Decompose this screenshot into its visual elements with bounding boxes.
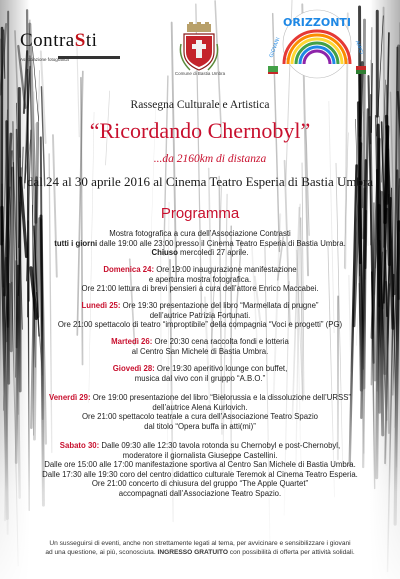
svg-text:GIOVANI: GIOVANI bbox=[268, 36, 282, 59]
venerdi-line-4: dal titolo “Opera buffa in atti(mi)” bbox=[144, 421, 256, 431]
svg-text:AMICI: AMICI bbox=[353, 39, 365, 56]
venerdi-line-1: Venerdì 29: Ore 19:00 presentazione del libro “Bielorussia e la dissoluzione dell’URSS” bbox=[48, 393, 352, 402]
domenica-line-3: Ore 21:00 lettura di brevi pensieri a cura dell’attore Enrico Maccabei. bbox=[81, 284, 319, 294]
mostra-line-3: Chiuso mercoledì 27 aprile. bbox=[151, 248, 249, 258]
footer-line-1: Un susseguirsi di eventi, anche non strettamente legati al tema, per avvicinare e sensibilizzare i giovani bbox=[49, 540, 351, 547]
domenica-line-1: Domenica 24: Ore 19:00 inaugurazione manifestazione bbox=[103, 265, 297, 274]
footer-line-2: ad una questione, ai più, sconosciuta. INGRESSO GRATUITO con possibilità di offerta per attività solidali. bbox=[45, 549, 355, 556]
programma-heading: Programma bbox=[160, 205, 240, 222]
lunedi-line-1: Lunedì 25: Ore 19:30 presentazione del libro “Marmellata di prugne” bbox=[81, 301, 319, 310]
event-dates: dal 24 al 30 aprile 2016 al Cinema Teatro Esperia di Bastia Umbra bbox=[26, 174, 374, 189]
martedi-line-1: Martedì 26: Ore 20:30 cena raccolta fondi e lotteria bbox=[111, 337, 289, 346]
giovedi-line-1: Giovedì 28: Ore 19:30 aperitivo lounge con buffet, bbox=[112, 364, 288, 373]
event-title: “Ricordando Chernobyl” bbox=[89, 118, 311, 143]
sabato-line-4: Dalle 17:30 alle 19:30 coro del centro didattico culturale Teremok al Cinema Teatro Esperia. bbox=[42, 469, 358, 479]
giovedi-line-2: musica dal vivo con il gruppo “A.B.O.” bbox=[134, 373, 266, 383]
rassegna-heading: Rassegna Culturale e Artistica bbox=[130, 99, 270, 111]
mostra-line-1: Mostra fotografica a cura dell’Associazione Contrasti bbox=[109, 229, 291, 238]
sabato-line-5: Ore 21:00 concerto di chiusura del gruppo “The Apple Quartet” bbox=[91, 479, 309, 489]
orizzonti-logo bbox=[262, 6, 372, 86]
domenica-line-2: e apertura mostra fotografica. bbox=[148, 274, 252, 284]
contrasti-subtitle: Associazione fotografica bbox=[20, 57, 69, 62]
comune-caption: Comune di Bastia Umbra bbox=[174, 71, 226, 76]
sabato-line-1: Sabato 30: Dalle 09:30 alle 12:30 tavola rotonda su Chernobyl e post-Chernobyl, bbox=[59, 441, 341, 450]
contrasti-wordmark: ContraSti bbox=[20, 30, 98, 51]
venerdi-line-2: dell’autrice Alena Kurlovich. bbox=[152, 402, 248, 412]
event-subtitle: ...da 2160km di distanza bbox=[153, 153, 267, 165]
mostra-line-2: tutti i giorni dalle 19:00 alle 23:00 presso il Cinema Teatro Esperia di Bastia Umbra. bbox=[54, 238, 346, 248]
sabato-line-2: moderatore il giornalista Giuseppe Castellini. bbox=[122, 450, 278, 460]
sabato-line-3: Dalle ore 15:00 alle 17:00 manifestazione sportiva al Centro San Michele di Bastia Umbra. bbox=[44, 460, 356, 470]
lunedi-line-2: dell’autrice Patrizia Fortunati. bbox=[149, 310, 251, 320]
svg-text:ORIZZONTI: ORIZZONTI bbox=[282, 16, 352, 29]
lunedi-line-3: Ore 21:00 spettacolo di teatro “improptibile” della compagnia “Voci e progetti” (PG) bbox=[57, 320, 343, 330]
martedi-line-2: al Centro San Michele di Bastia Umbra. bbox=[131, 346, 269, 356]
contrasti-logo bbox=[18, 20, 126, 66]
venerdi-line-3: Ore 21:00 spettacolo teatrale a cura dell’Associazione Teatro Spazio bbox=[81, 412, 319, 422]
sabato-line-6: accompagnati dall’Associazione Teatro Spazio. bbox=[118, 489, 282, 498]
